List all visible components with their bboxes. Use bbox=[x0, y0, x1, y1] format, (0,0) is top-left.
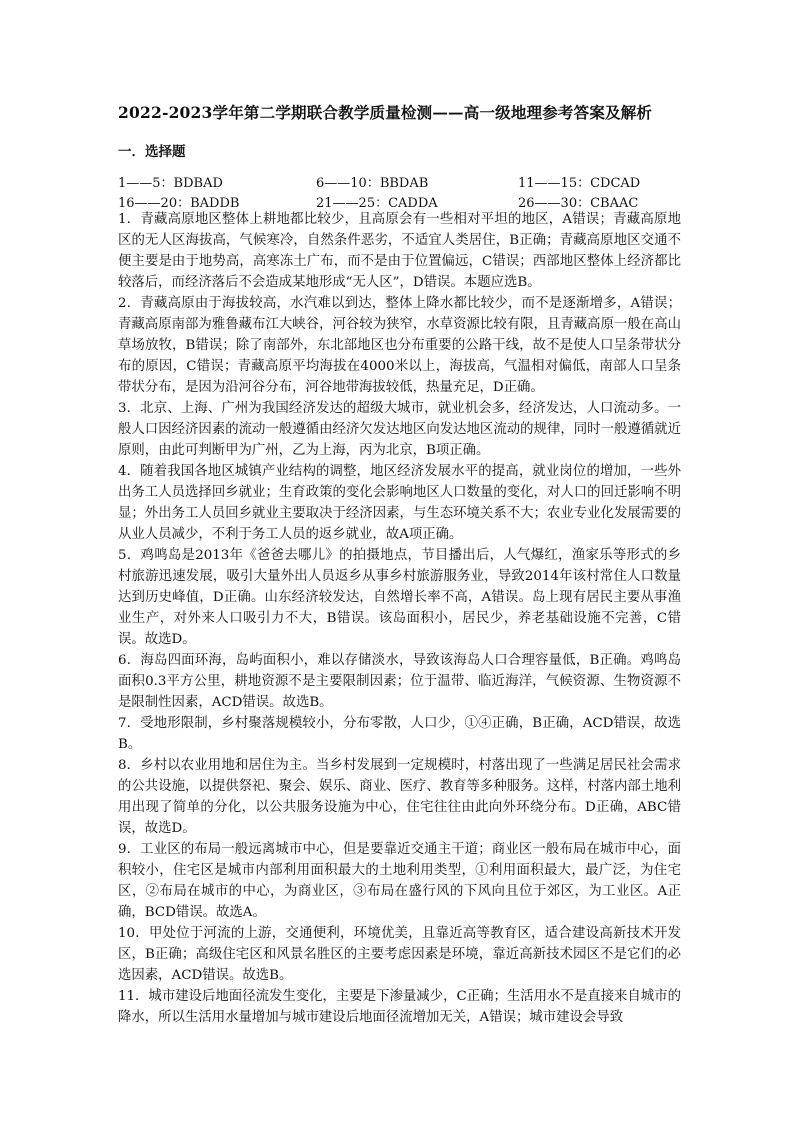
explanation-paragraph: 9．工业区的布局一般远离城市中心，但是要靠近交通主干道；商业区一般布局在城市中心，面积较小，住宅区是城市内部利用面积最大的土地利用类型，①利用面积最大，最广泛，为住宅区，②布局在城市的中心，为商业区，③布局在盛行风的下风向且位于郊区，为工业区。A正确，BCD错误。故选A。 bbox=[118, 842, 681, 920]
answer-group: 26——30：CBAAC bbox=[518, 196, 639, 211]
explanation-paragraph: 8．乡村以农业用地和居住为主。当乡村发展到一定规模时，村落出现了一些满足居民社会需求的公共设施，以提供祭祀、聚会、娱乐、商业、医疗、教育等多种服务。这样，村落内部土地利用出现了简单的分化，以公共服务设施为中心，住宅往往由此向外环绕分布。D正确，ABC错误，故选D。 bbox=[118, 758, 681, 836]
answer-group: 16——20：BADDB bbox=[118, 196, 240, 211]
answer-group: 11——15：CDCAD bbox=[518, 176, 641, 191]
explanations bbox=[118, 209, 681, 1028]
answer-key bbox=[118, 172, 698, 212]
explanation-paragraph: 2．青藏高原由于海拔较高，水汽难以到达，整体上降水都比较少，而不是逐渐增多，A错误；青藏高原南部为雅鲁藏布江大峡谷，河谷较为狭窄，水草资源比较有限，且青藏高原一般在高山草场放牧，B错误；除了南部外，东北部地区也分布重要的公路干线，故不是使人口呈条带状分布的原因，C错误；青藏高原平均海拔在4000米以上，海拔高，气温相对偏低，南部人口呈条带状分布，是因为沿河谷分布，河谷地带海拔较低，热量充足，D正确。 bbox=[118, 296, 681, 395]
document-title: 2022-2023学年第二学期联合教学质量检测——高一级地理参考答案及解析 bbox=[118, 103, 653, 122]
explanation-paragraph: 1．青藏高原地区整体上耕地都比较少，且高原会有一些相对平坦的地区，A错误；青藏高原地区的无人区海拔高，气候寒冷，自然条件恶劣，不适宜人类居住，B正确；青藏高原地区交通不便主要是由于地势高，高寒冻土广布，而不是由于位置偏远，C错误；西部地区整体上经济都比较落后，而经济落后不会造成某地形成“无人区”，D错误。本题应选B。 bbox=[118, 212, 681, 290]
explanation-paragraph: 6．海岛四面环海，岛屿面积小，难以存储淡水，导致该海岛人口合理容量低，B正确。鸡鸣岛面积0.3平方公里，耕地资源不是主要限制因素；位于温带、临近海洋，气候资源、生物资源不是限制性因素，ACD错误。故选B。 bbox=[118, 653, 681, 710]
answer-group: 21——25：CADDA bbox=[316, 196, 438, 211]
answer-group: 6——10：BBDAB bbox=[316, 176, 429, 191]
answer-group: 1——5：BDBAD bbox=[118, 176, 223, 191]
explanation-paragraph: 7．受地形限制，乡村聚落规模较小，分布零散，人口少，①④正确，B正确，ACD错误，故选B。 bbox=[118, 716, 681, 752]
explanation-paragraph: 10．甲处位于河流的上游，交通便利，环境优美，且靠近高等教育区，适合建设高新技术开发区，B正确；高级住宅区和风景名胜区的主要考虑因素是环境，靠近高新技术园区不是它们的必选因素，ACD错误。故选B。 bbox=[118, 926, 681, 983]
explanation-paragraph: 4．随着我国各地区城镇产业结构的调整，地区经济发展水平的提高，就业岗位的增加，一些外出务工人员选择回乡就业；生育政策的变化会影响地区人口数量的变化，对人口的回迁影响不明显；外出务工人员回乡就业主要取决于经济因素，与生态环境关系不大；农业专业化发展需要的从业人员减少，不利于务工人员的返乡就业，故A项正确。 bbox=[118, 464, 681, 542]
section-title: 一．选择题 bbox=[118, 144, 186, 160]
explanation-paragraph: 5．鸡鸣岛是2013年《爸爸去哪儿》的拍摄地点，节目播出后，人气爆红，渔家乐等形式的乡村旅游迅速发展，吸引大量外出人员返乡从事乡村旅游服务业，导致2014年该村常住人口数量达到历史峰值，D正确。山东经济较发达，自然增长率不高，A错误。岛上现有居民主要从事渔业生产，对外来人口吸引力不大，B错误。该岛面积小，居民少，养老基础设施不完善，C错误。故选D。 bbox=[118, 548, 681, 647]
answer-row bbox=[118, 172, 698, 192]
explanation-paragraph: 3．北京、上海、广州为我国经济发达的超级大城市，就业机会多，经济发达，人口流动多。一般人口因经济因素的流动一般遵循由经济欠发达地区向发达地区流动的规律，同时一般遵循就近原则，由此可判断甲为广州，乙为上海，丙为北京，B项正确。 bbox=[118, 401, 681, 458]
explanation-paragraph: 11．城市建设后地面径流发生变化，主要是下渗量减少，C正确；生活用水不是直接来自城市的降水，所以生活用水量增加与城市建设后地面径流增加无关，A错误；城市建设会导致 bbox=[118, 989, 681, 1025]
